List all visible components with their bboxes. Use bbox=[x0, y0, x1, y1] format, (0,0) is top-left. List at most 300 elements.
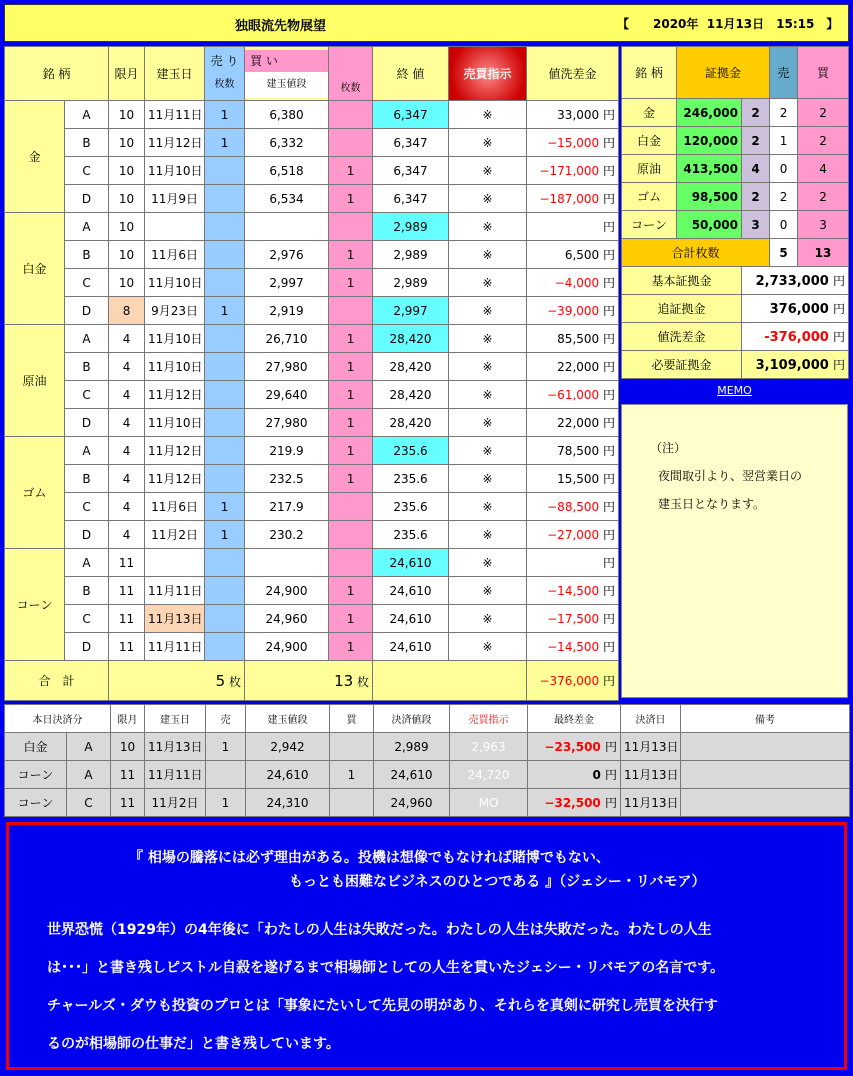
row-valuation-unit: 円 bbox=[603, 360, 616, 374]
row-instruction: ※ bbox=[449, 269, 527, 297]
row-price: 230.2 bbox=[245, 521, 329, 549]
row-date: 11月12日 bbox=[145, 129, 205, 157]
row-sell-count: 1 bbox=[205, 297, 245, 325]
row-sell-count bbox=[205, 241, 245, 269]
row-letter: C bbox=[65, 269, 109, 297]
settle-sell bbox=[206, 761, 246, 789]
total-sell-unit: 枚 bbox=[229, 674, 242, 689]
row-instruction: ※ bbox=[449, 101, 527, 129]
row-date: 11月10日 bbox=[145, 409, 205, 437]
sum-hitsuyo-label: 必要証拠金 bbox=[622, 351, 742, 379]
row-month: 10 bbox=[109, 213, 145, 241]
settle-final-value: −23,500 bbox=[544, 740, 601, 754]
row-buy-count bbox=[329, 521, 373, 549]
row-buy-count: 1 bbox=[329, 325, 373, 353]
row-letter: A bbox=[65, 101, 109, 129]
table-row bbox=[5, 129, 619, 157]
row-close: 6,347 bbox=[373, 101, 449, 129]
row-date: 9月23日 bbox=[145, 297, 205, 325]
settle-price: 24,310 bbox=[246, 789, 330, 817]
row-letter: C bbox=[65, 157, 109, 185]
row-date: 11月11日 bbox=[145, 101, 205, 129]
row-instruction: ※ bbox=[449, 325, 527, 353]
row-instruction: ※ bbox=[449, 549, 527, 577]
group-name: コーン bbox=[5, 549, 65, 661]
row-price: 6,332 bbox=[245, 129, 329, 157]
settle-close: 2,989 bbox=[374, 733, 450, 761]
row-valuation-value: 78,500 bbox=[557, 444, 600, 458]
row-sell-count bbox=[205, 185, 245, 213]
row-date: 11月12日 bbox=[145, 381, 205, 409]
row-valuation bbox=[527, 633, 619, 661]
settle-day: 11月13日 bbox=[621, 789, 681, 817]
row-sell-count bbox=[205, 465, 245, 493]
row-close: 2,989 bbox=[373, 213, 449, 241]
sell-label: 売 り bbox=[210, 53, 239, 68]
row-sell-count bbox=[205, 549, 245, 577]
row-close: 28,420 bbox=[373, 409, 449, 437]
sum-tsuika-unit: 円 bbox=[833, 302, 846, 316]
row-date: 11月10日 bbox=[145, 325, 205, 353]
row-close: 24,610 bbox=[373, 633, 449, 661]
memo-box bbox=[621, 404, 848, 698]
total-label: 合 計 bbox=[5, 661, 109, 701]
title-bar bbox=[4, 4, 849, 42]
row-price: 24,960 bbox=[245, 605, 329, 633]
col-header-price bbox=[245, 47, 329, 101]
row-valuation-unit: 円 bbox=[603, 304, 616, 318]
row-price: 2,976 bbox=[245, 241, 329, 269]
sum-hitsuyo-amount: 3,109,000 bbox=[755, 358, 829, 373]
total-spacer bbox=[373, 661, 527, 701]
row-valuation-value: −187,000 bbox=[539, 192, 600, 206]
sum-buy: 3 bbox=[798, 211, 849, 239]
row-valuation bbox=[527, 269, 619, 297]
quote-line: 『 相場の騰落には必ず理由がある。投機は想像でもなければ賭博でもない、 bbox=[129, 850, 610, 866]
row-instruction: ※ bbox=[449, 493, 527, 521]
row-valuation bbox=[527, 297, 619, 325]
row-date: 11月2日 bbox=[145, 521, 205, 549]
date-time: 【 2020年 11月13日 15:15 】 bbox=[617, 17, 839, 31]
sum-nearai-label: 値洗差金 bbox=[622, 323, 742, 351]
row-valuation-value: −4,000 bbox=[554, 276, 600, 290]
row-valuation bbox=[527, 325, 619, 353]
row-valuation-unit: 円 bbox=[603, 276, 616, 290]
total-buy-count: 13 bbox=[334, 671, 354, 690]
row-valuation bbox=[527, 605, 619, 633]
row-valuation-value: 6,500 bbox=[564, 248, 600, 262]
settle-final-value: −32,500 bbox=[544, 796, 601, 810]
quote-box bbox=[6, 822, 847, 1070]
row-sell-count bbox=[205, 381, 245, 409]
row-close: 24,610 bbox=[373, 605, 449, 633]
memo-line: 建玉日となります。 bbox=[658, 497, 766, 511]
quote-line: 世界恐慌（1929年）の4年後に「わたしの人生は失敗だった。わたしの人生は失敗だった。わたしの人生 bbox=[47, 922, 712, 938]
memo-title[interactable]: MEMO bbox=[717, 384, 752, 397]
row-date: 11月9日 bbox=[145, 185, 205, 213]
settle-close: 24,960 bbox=[374, 789, 450, 817]
quote-line: は･･･」と書き残しピストル自殺を遂げるまで相場師としての人生を貫いたジェシー・リバモアの名言です。 bbox=[47, 960, 725, 976]
row-valuation-value: 33,000 bbox=[557, 108, 600, 122]
sum-kihon-label: 基本証拠金 bbox=[622, 267, 742, 295]
row-valuation-value: 22,000 bbox=[557, 416, 600, 430]
sum-buy: 2 bbox=[798, 183, 849, 211]
settle-header-f: 買 bbox=[330, 705, 374, 733]
row-price: 6,534 bbox=[245, 185, 329, 213]
row-letter: D bbox=[65, 185, 109, 213]
row-date: 11月6日 bbox=[145, 241, 205, 269]
settle-header-e: 建玉値段 bbox=[246, 705, 330, 733]
row-close: 6,347 bbox=[373, 185, 449, 213]
row-sell-count bbox=[205, 409, 245, 437]
quote-line: チャールズ・ダウも投資のプロとは「事象にたいして先見の明があり、それらを真剣に研究し売買を決行す bbox=[47, 998, 718, 1014]
table-row bbox=[5, 633, 619, 661]
settle-price: 2,942 bbox=[246, 733, 330, 761]
settle-final-unit: 円 bbox=[604, 796, 617, 810]
sum-hitsuyo-value bbox=[742, 351, 849, 379]
summary-row bbox=[622, 127, 849, 155]
settle-final bbox=[528, 733, 621, 761]
group-name: ゴム bbox=[5, 437, 65, 549]
row-letter: C bbox=[65, 381, 109, 409]
memo-line: （注） bbox=[650, 441, 687, 455]
row-price: 26,710 bbox=[245, 325, 329, 353]
row-close: 24,610 bbox=[373, 549, 449, 577]
row-date: 11月11日 bbox=[145, 633, 205, 661]
row-close: 235.6 bbox=[373, 493, 449, 521]
row-buy-count: 1 bbox=[329, 157, 373, 185]
sum-total-sell: 5 bbox=[770, 239, 798, 267]
row-price: 6,380 bbox=[245, 101, 329, 129]
row-sell-count bbox=[205, 269, 245, 297]
row-valuation bbox=[527, 577, 619, 605]
row-month: 8 bbox=[109, 297, 145, 325]
settle-header-d: 売 bbox=[206, 705, 246, 733]
row-date bbox=[145, 213, 205, 241]
sum-total-label: 合計枚数 bbox=[622, 239, 770, 267]
total-row bbox=[5, 661, 619, 701]
row-instruction: ※ bbox=[449, 605, 527, 633]
row-valuation bbox=[527, 493, 619, 521]
settle-date: 11月2日 bbox=[145, 789, 206, 817]
row-month: 11 bbox=[109, 605, 145, 633]
row-price: 232.5 bbox=[245, 465, 329, 493]
row-instruction: ※ bbox=[449, 465, 527, 493]
row-valuation-value: −27,000 bbox=[547, 528, 600, 542]
settlement-table bbox=[4, 704, 850, 817]
settle-final-value: 0 bbox=[592, 768, 601, 782]
sum-nearai-value bbox=[742, 323, 849, 351]
row-sell-count: 1 bbox=[205, 521, 245, 549]
row-valuation bbox=[527, 381, 619, 409]
settle-instruction: 2,963 bbox=[450, 733, 528, 761]
settle-header-b: 限月 bbox=[111, 705, 145, 733]
row-valuation-unit: 円 bbox=[603, 164, 616, 178]
group-name: 金 bbox=[5, 101, 65, 213]
sum-name: コーン bbox=[622, 211, 677, 239]
row-date: 11月10日 bbox=[145, 157, 205, 185]
row-letter: A bbox=[65, 325, 109, 353]
sum-kihon-unit: 円 bbox=[833, 274, 846, 288]
sum-sell: 2 bbox=[770, 183, 798, 211]
row-letter: A bbox=[65, 549, 109, 577]
row-buy-count: 1 bbox=[329, 409, 373, 437]
row-close: 28,420 bbox=[373, 325, 449, 353]
settle-name: 白金 bbox=[5, 733, 67, 761]
settle-price: 24,610 bbox=[246, 761, 330, 789]
table-row bbox=[5, 381, 619, 409]
sum-total-buy: 13 bbox=[798, 239, 849, 267]
sum-sell: 0 bbox=[770, 155, 798, 183]
table-row bbox=[5, 157, 619, 185]
row-instruction: ※ bbox=[449, 157, 527, 185]
sum-count: 3 bbox=[742, 211, 770, 239]
row-instruction: ※ bbox=[449, 213, 527, 241]
row-month: 10 bbox=[109, 157, 145, 185]
row-valuation-value: 22,000 bbox=[557, 360, 600, 374]
row-valuation-unit: 円 bbox=[603, 640, 616, 654]
row-close: 235.6 bbox=[373, 437, 449, 465]
settle-note bbox=[681, 789, 850, 817]
row-valuation-unit: 円 bbox=[603, 416, 616, 430]
table-row bbox=[5, 409, 619, 437]
row-close: 28,420 bbox=[373, 381, 449, 409]
row-buy-count bbox=[329, 297, 373, 325]
table-row bbox=[5, 213, 619, 241]
row-sell-count bbox=[205, 577, 245, 605]
row-close: 2,989 bbox=[373, 241, 449, 269]
row-date: 11月10日 bbox=[145, 353, 205, 381]
row-valuation-unit: 円 bbox=[603, 556, 616, 570]
row-month: 11 bbox=[109, 633, 145, 661]
row-buy-count bbox=[329, 549, 373, 577]
row-price: 24,900 bbox=[245, 633, 329, 661]
sum-amount: 50,000 bbox=[677, 211, 742, 239]
row-instruction: ※ bbox=[449, 129, 527, 157]
summary-nearai-row bbox=[622, 323, 849, 351]
price-label: 建玉値段 bbox=[245, 72, 328, 98]
row-valuation-unit: 円 bbox=[603, 332, 616, 346]
sum-tsuika-label: 追証拠金 bbox=[622, 295, 742, 323]
table-row bbox=[5, 521, 619, 549]
row-valuation-unit: 円 bbox=[603, 136, 616, 150]
sum-buy: 2 bbox=[798, 99, 849, 127]
row-valuation bbox=[527, 129, 619, 157]
sum-nearai-unit: 円 bbox=[833, 330, 846, 344]
row-price: 27,980 bbox=[245, 409, 329, 437]
row-letter: B bbox=[65, 577, 109, 605]
row-valuation bbox=[527, 241, 619, 269]
table-row bbox=[5, 353, 619, 381]
row-buy-count bbox=[329, 213, 373, 241]
col-header-meigara: 銘 柄 bbox=[5, 47, 109, 101]
row-buy-count: 1 bbox=[329, 605, 373, 633]
positions-table bbox=[4, 46, 619, 701]
sum-count: 2 bbox=[742, 183, 770, 211]
settle-buy bbox=[330, 789, 374, 817]
sum-buy: 2 bbox=[798, 127, 849, 155]
settle-month: 10 bbox=[111, 733, 145, 761]
row-letter: B bbox=[65, 241, 109, 269]
col-header-gengetsu: 限月 bbox=[109, 47, 145, 101]
row-letter: D bbox=[65, 297, 109, 325]
row-instruction: ※ bbox=[449, 633, 527, 661]
row-valuation bbox=[527, 213, 619, 241]
table-row bbox=[5, 465, 619, 493]
group-name: 原油 bbox=[5, 325, 65, 437]
col-header-valuation: 値洗差金 bbox=[527, 47, 619, 101]
row-valuation bbox=[527, 353, 619, 381]
settle-month: 11 bbox=[111, 789, 145, 817]
summary-row bbox=[622, 155, 849, 183]
row-sell-count bbox=[205, 325, 245, 353]
row-valuation-unit: 円 bbox=[603, 472, 616, 486]
settle-header-k: 備考 bbox=[681, 705, 850, 733]
summary-row bbox=[622, 183, 849, 211]
settle-row bbox=[5, 789, 850, 817]
row-valuation-value: −171,000 bbox=[539, 164, 600, 178]
row-valuation bbox=[527, 185, 619, 213]
row-price: 219.9 bbox=[245, 437, 329, 465]
row-letter: B bbox=[65, 129, 109, 157]
row-letter: A bbox=[65, 437, 109, 465]
row-price: 6,518 bbox=[245, 157, 329, 185]
row-letter: D bbox=[65, 409, 109, 437]
settle-header-g: 決済値段 bbox=[374, 705, 450, 733]
row-valuation bbox=[527, 465, 619, 493]
settle-letter: A bbox=[67, 733, 111, 761]
row-month: 4 bbox=[109, 409, 145, 437]
row-buy-count: 1 bbox=[329, 353, 373, 381]
sum-amount: 120,000 bbox=[677, 127, 742, 155]
settle-letter: A bbox=[67, 761, 111, 789]
row-date: 11月12日 bbox=[145, 465, 205, 493]
row-letter: B bbox=[65, 465, 109, 493]
row-sell-count bbox=[205, 437, 245, 465]
row-buy-count: 1 bbox=[329, 633, 373, 661]
settle-date: 11月13日 bbox=[145, 733, 206, 761]
row-close: 24,610 bbox=[373, 577, 449, 605]
buy-label: 買 い bbox=[245, 50, 329, 72]
settle-instruction: MO bbox=[450, 789, 528, 817]
row-instruction: ※ bbox=[449, 353, 527, 381]
sum-kihon-value bbox=[742, 267, 849, 295]
row-letter: D bbox=[65, 633, 109, 661]
settle-header-h: 売買指示 bbox=[450, 705, 528, 733]
summary-row bbox=[622, 211, 849, 239]
sum-buy: 4 bbox=[798, 155, 849, 183]
row-letter: C bbox=[65, 493, 109, 521]
settle-note bbox=[681, 733, 850, 761]
sum-name: ゴム bbox=[622, 183, 677, 211]
table-row bbox=[5, 269, 619, 297]
settle-header-c: 建玉日 bbox=[145, 705, 206, 733]
sum-sell: 0 bbox=[770, 211, 798, 239]
settle-header-a: 本日決済分 bbox=[5, 705, 111, 733]
sum-nearai-amount: -376,000 bbox=[764, 330, 829, 345]
row-month: 4 bbox=[109, 325, 145, 353]
total-buy-unit: 枚 bbox=[357, 674, 370, 689]
sum-amount: 413,500 bbox=[677, 155, 742, 183]
row-valuation-unit: 円 bbox=[603, 612, 616, 626]
row-month: 10 bbox=[109, 185, 145, 213]
sell-count-label: 枚数 bbox=[214, 78, 235, 90]
row-price: 29,640 bbox=[245, 381, 329, 409]
row-valuation-unit: 円 bbox=[603, 528, 616, 542]
row-valuation-unit: 円 bbox=[603, 584, 616, 598]
row-valuation-value: −88,500 bbox=[547, 500, 600, 514]
row-price bbox=[245, 213, 329, 241]
sum-header-margin: 証拠金 bbox=[677, 47, 770, 99]
table-row bbox=[5, 297, 619, 325]
row-price: 2,919 bbox=[245, 297, 329, 325]
settle-header-i: 最終差金 bbox=[528, 705, 621, 733]
total-valuation-unit: 円 bbox=[603, 674, 616, 688]
row-month: 4 bbox=[109, 437, 145, 465]
row-instruction: ※ bbox=[449, 241, 527, 269]
row-sell-count: 1 bbox=[205, 129, 245, 157]
sum-name: 金 bbox=[622, 99, 677, 127]
row-buy-count: 1 bbox=[329, 577, 373, 605]
row-valuation-unit: 円 bbox=[603, 108, 616, 122]
row-instruction: ※ bbox=[449, 437, 527, 465]
settle-buy bbox=[330, 733, 374, 761]
table-row bbox=[5, 605, 619, 633]
row-valuation bbox=[527, 437, 619, 465]
summary-row bbox=[622, 99, 849, 127]
table-row bbox=[5, 577, 619, 605]
sum-count: 4 bbox=[742, 155, 770, 183]
row-valuation-value: −15,000 bbox=[547, 136, 600, 150]
table-row bbox=[5, 493, 619, 521]
row-instruction: ※ bbox=[449, 185, 527, 213]
sum-amount: 98,500 bbox=[677, 183, 742, 211]
row-valuation bbox=[527, 409, 619, 437]
sum-header-meigara: 銘 柄 bbox=[622, 47, 677, 99]
sum-tsuika-value bbox=[742, 295, 849, 323]
row-close: 6,347 bbox=[373, 129, 449, 157]
sum-header-sell: 売 bbox=[770, 47, 798, 99]
sum-kihon-amount: 2,733,000 bbox=[755, 274, 829, 289]
sum-count: 2 bbox=[742, 99, 770, 127]
col-header-close: 終 値 bbox=[373, 47, 449, 101]
row-valuation-unit: 円 bbox=[603, 248, 616, 262]
buy-count-label: 枚数 bbox=[329, 47, 373, 101]
sum-tsuika-amount: 376,000 bbox=[769, 302, 829, 317]
settle-name: コーン bbox=[5, 761, 67, 789]
summary-tsuika-row bbox=[622, 295, 849, 323]
row-price bbox=[245, 549, 329, 577]
total-sell-count: 5 bbox=[215, 671, 226, 690]
total-valuation-value: −376,000 bbox=[539, 674, 600, 688]
row-valuation-value: 85,500 bbox=[557, 332, 600, 346]
row-date bbox=[145, 549, 205, 577]
row-close: 6,347 bbox=[373, 157, 449, 185]
sum-hitsuyo-unit: 円 bbox=[833, 358, 846, 372]
sum-name: 白金 bbox=[622, 127, 677, 155]
row-month: 4 bbox=[109, 521, 145, 549]
settle-day: 11月13日 bbox=[621, 733, 681, 761]
sum-sell: 2 bbox=[770, 99, 798, 127]
row-month: 4 bbox=[109, 493, 145, 521]
row-close: 2,997 bbox=[373, 297, 449, 325]
row-sell-count bbox=[205, 213, 245, 241]
row-sell-count bbox=[205, 605, 245, 633]
row-valuation-value: −17,500 bbox=[547, 612, 600, 626]
group-name: 白金 bbox=[5, 213, 65, 325]
row-date: 11月13日 bbox=[145, 605, 205, 633]
row-price: 24,900 bbox=[245, 577, 329, 605]
